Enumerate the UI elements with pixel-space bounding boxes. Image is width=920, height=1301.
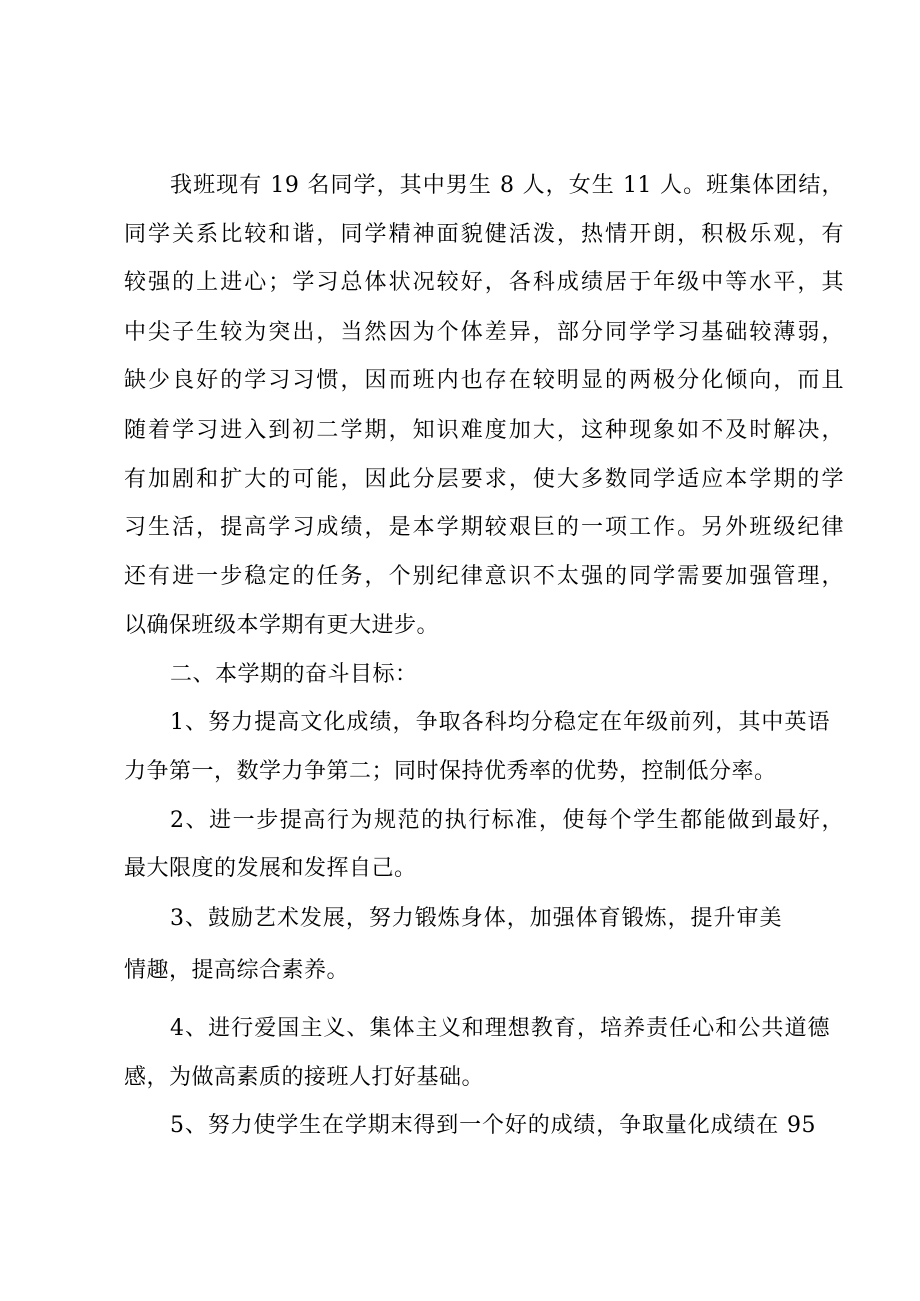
goal-1-line-1: 1、努力提高文化成绩，争取各科均分稳定在年级前列，其中英语 [170,710,830,735]
paragraph-intro-line-3: 较强的上进心；学习总体状况较好，各科成绩居于年级中等水平，其 [124,270,844,295]
paragraph-intro-line-9: 还有进一步稳定的任务，个别纪律意识不太强的同学需要加强管理， [124,564,844,589]
paragraph-intro-line-8: 习生活，提高学习成绩，是本学期较艰巨的一项工作。另外班级纪律 [124,515,844,540]
goal-1-line-2: 力争第一，数学力争第二；同时保持优秀率的优势，控制低分率。 [124,759,777,784]
section-heading: 二、本学期的奋斗目标： [170,662,418,687]
goal-4-line-2: 感，为做高素质的接班人打好基础。 [124,1065,485,1090]
goal-2-line-1: 2、进一步提高行为规范的执行标准，使每个学生都能做到最好， [170,808,844,833]
goal-2-line-2: 最大限度的发展和发挥自己。 [124,856,417,881]
paragraph-intro-line-1: 我班现有 19 名同学，其中男生 8 人，女生 11 人。班集体团结， [170,173,844,198]
paragraph-intro-line-6: 随着学习进入到初二学期，知识难度加大，这种现象如不及时解决， [124,418,844,443]
paragraph-intro-line-4: 中尖子生较为突出，当然因为个体差异，部分同学学习基础较薄弱， [124,320,844,345]
goal-5-line-1: 5、努力使学生在学期末得到一个好的成绩，争取量化成绩在 95 [170,1113,816,1138]
paragraph-intro-line-7: 有加剧和扩大的可能，因此分层要求，使大多数同学适应本学期的学 [124,467,844,492]
paragraph-intro-line-2: 同学关系比较和谐，同学精神面貌健活泼，热情开朗，积极乐观，有 [124,222,844,247]
paragraph-intro-line-5: 缺少良好的学习习惯，因而班内也存在较明显的两极分化倾向，而且 [124,368,844,393]
goal-3-line-1: 3、鼓励艺术发展，努力锻炼身体，加强体育锻炼，提升审美 [170,906,782,931]
paragraph-intro-line-10: 以确保班级本学期有更大进步。 [124,613,440,638]
goal-4-line-1: 4、进行爱国主义、集体主义和理想教育，培养责任心和公共道德 [170,1016,830,1041]
goal-3-line-2: 情趣，提高综合素养。 [124,958,350,983]
